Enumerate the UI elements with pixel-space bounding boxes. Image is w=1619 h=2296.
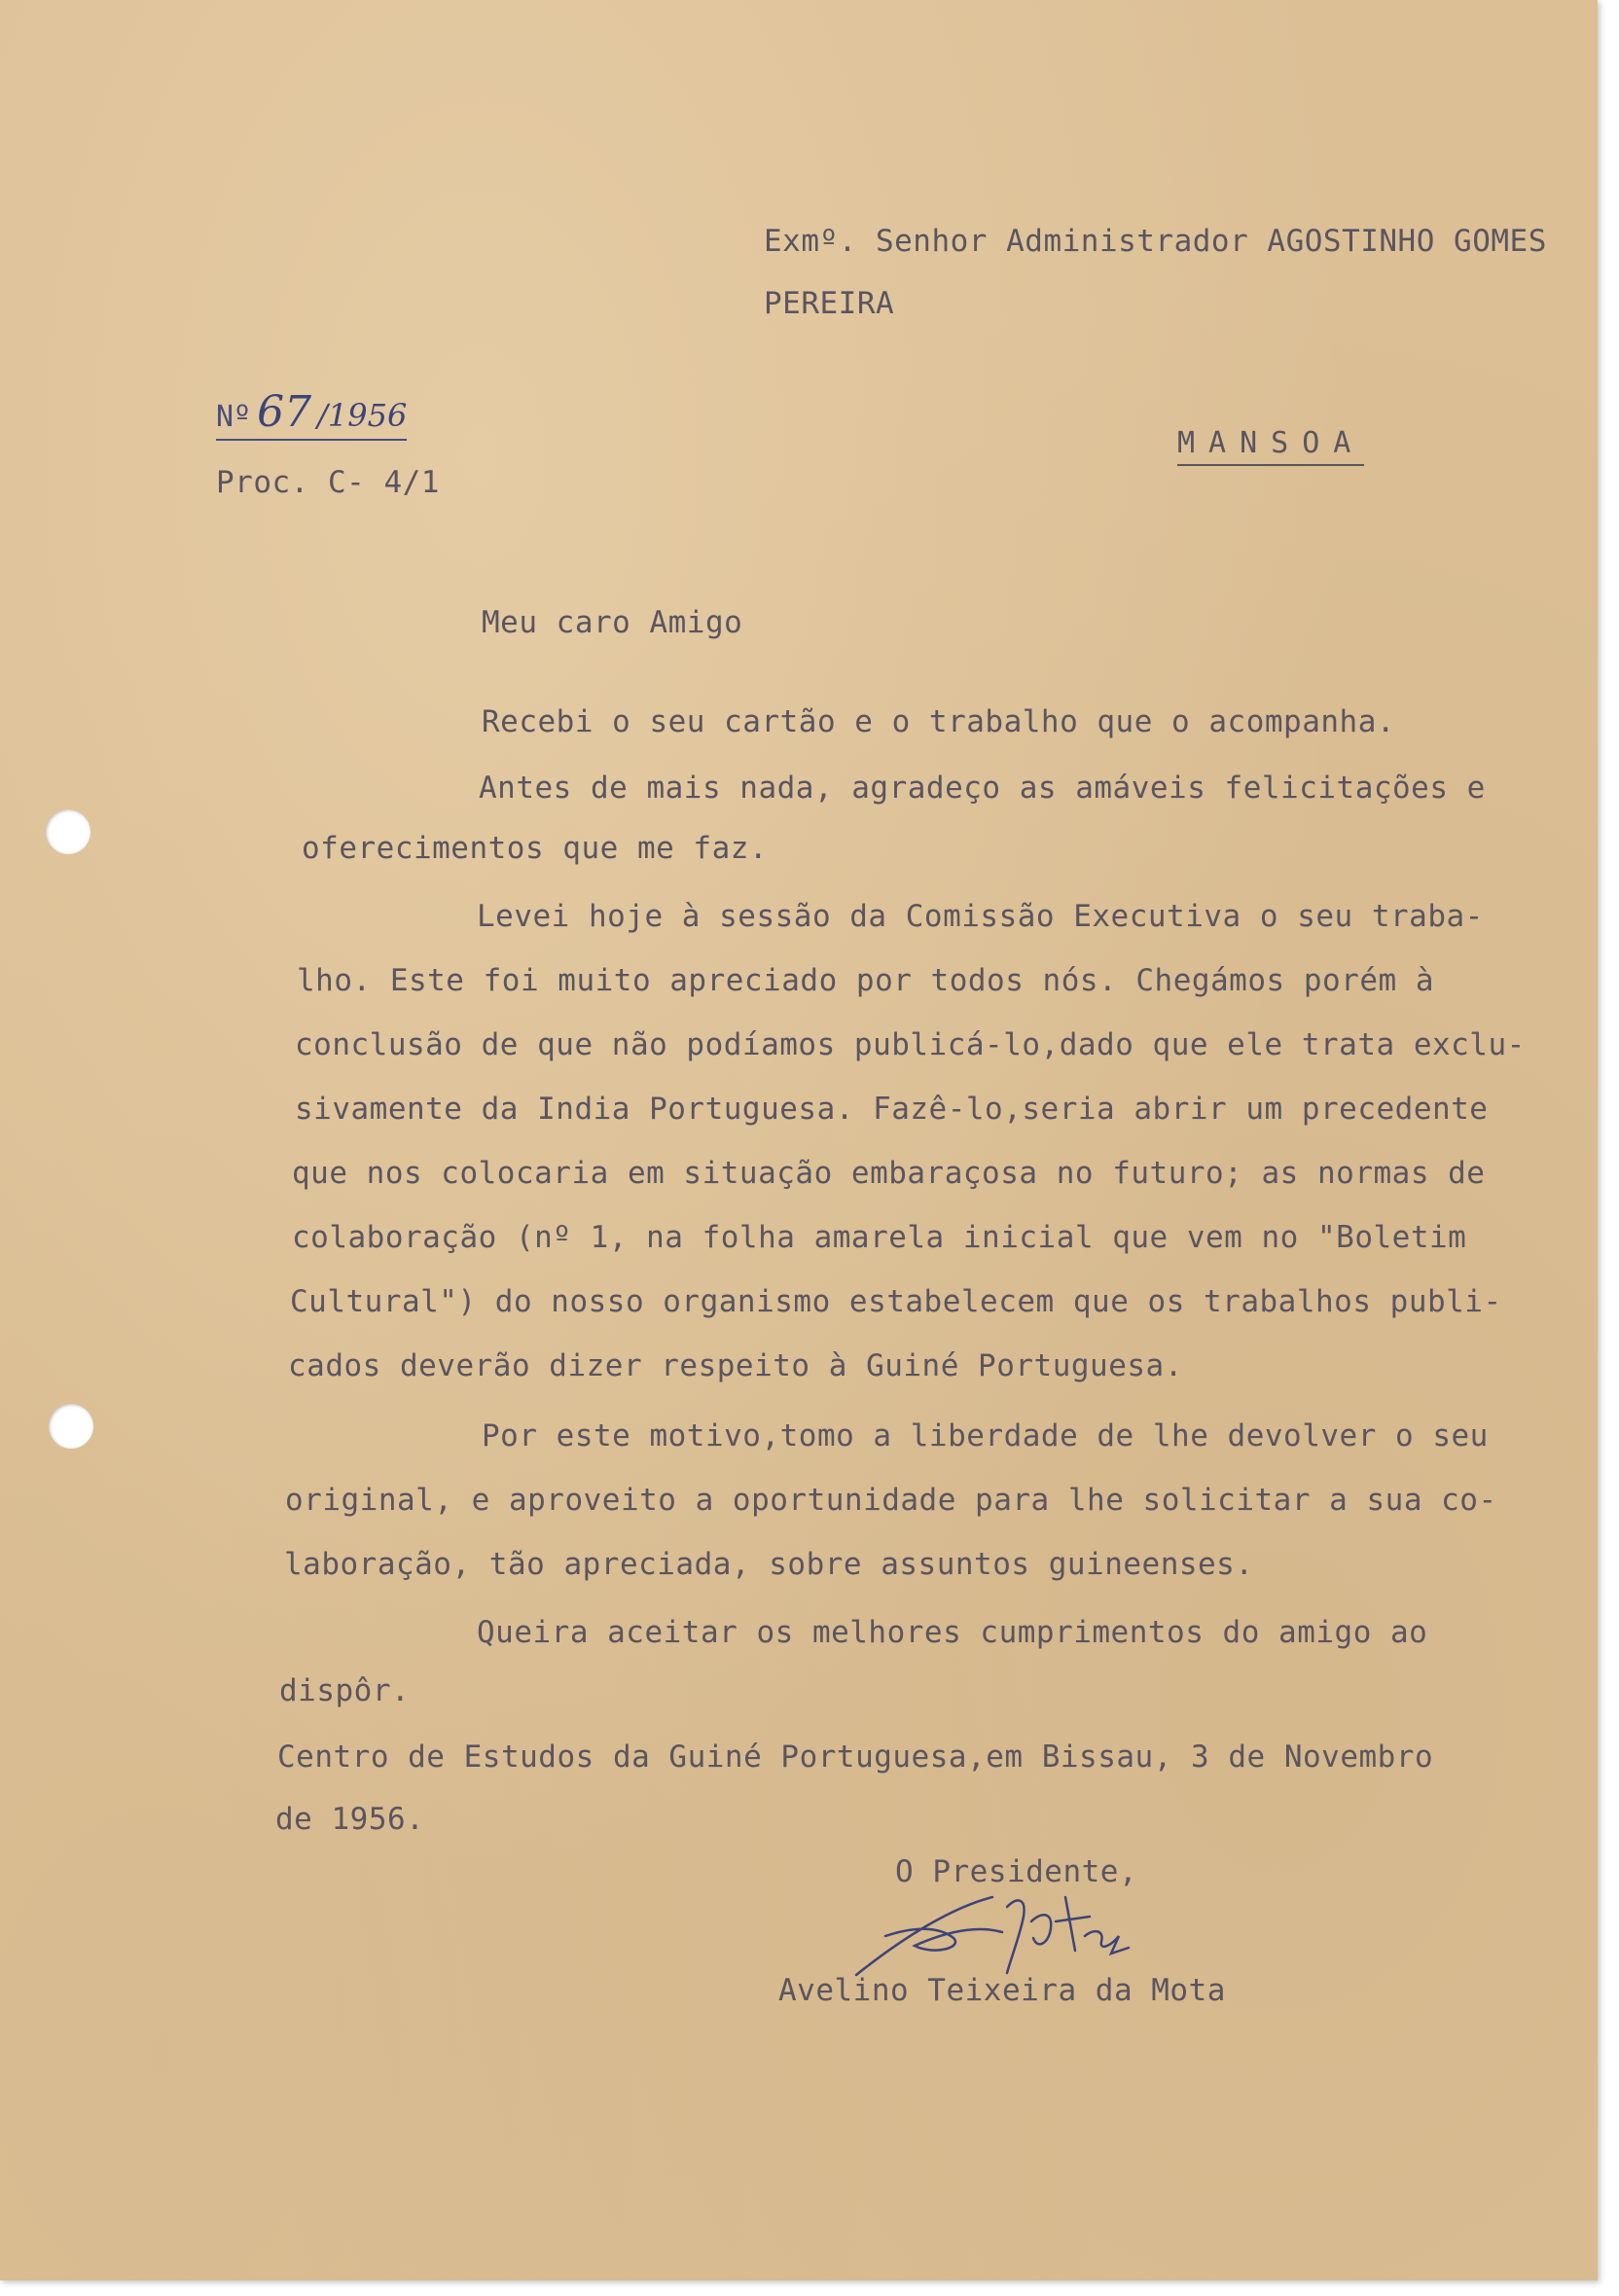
place-date-line-2: de 1956. bbox=[275, 1802, 425, 1837]
ref-year: /1956 bbox=[317, 397, 408, 434]
body-line: Levei hoje à sessão da Comissão Executiva o seu traba- bbox=[477, 899, 1484, 934]
process-reference: Proc. C- 4/1 bbox=[216, 465, 440, 500]
punch-hole-top bbox=[46, 809, 90, 854]
body-line: lho. Este foi muito apreciado por todos nós. Chegámos porém à bbox=[297, 963, 1434, 998]
signatory-name: Avelino Teixeira da Mota bbox=[778, 1973, 1226, 2008]
closing: O Presidente, bbox=[895, 1854, 1138, 1889]
body-line: Cultural") do nosso organismo estabelecem que os trabalhos publi- bbox=[290, 1284, 1502, 1319]
addressee-line-2: PEREIRA bbox=[764, 286, 895, 321]
body-line: dispôr. bbox=[279, 1673, 411, 1708]
destination-place: MANSOA bbox=[1177, 426, 1364, 466]
ref-prefix: Nº bbox=[216, 400, 252, 434]
ref-number-handwritten: 67 bbox=[257, 387, 312, 437]
reference-number bbox=[216, 387, 407, 441]
body-line: laboração, tão apreciada, sobre assuntos guineenses. bbox=[284, 1547, 1254, 1582]
body-line: que nos colocaria em situação embaraçosa no futuro; as normas de bbox=[292, 1156, 1486, 1191]
body-line: cados deverão dizer respeito à Guiné Portuguesa. bbox=[288, 1348, 1183, 1383]
body-line: sivamente da India Portuguesa. Fazê-lo,seria abrir um precedente bbox=[295, 1092, 1489, 1127]
punch-hole-bottom bbox=[49, 1404, 93, 1449]
body-line: Queira aceitar os melhores cumprimentos do amigo ao bbox=[477, 1615, 1428, 1650]
body-line: Recebi o seu cartão e o trabalho que o acompanha. bbox=[482, 704, 1396, 739]
place-date-line-1: Centro de Estudos da Guiné Portuguesa,em Bissau, 3 de Novembro bbox=[277, 1740, 1434, 1775]
salutation: Meu caro Amigo bbox=[482, 605, 743, 640]
body-line: conclusão de que não podíamos publicá-lo,dado que ele trata exclu- bbox=[295, 1027, 1526, 1062]
addressee-line-1: Exmº. Senhor Administrador AGOSTINHO GOMES bbox=[764, 224, 1547, 259]
body-line: Por este motivo,tomo a liberdade de lhe devolver o seu bbox=[482, 1418, 1489, 1453]
body-line: original, e aproveito a oportunidade para lhe solicitar a sua co- bbox=[285, 1483, 1497, 1518]
body-line: Antes de mais nada, agradeço as amáveis felicitações e bbox=[479, 771, 1486, 806]
body-line: colaboração (nº 1, na folha amarela inicial que vem no "Boletim bbox=[292, 1220, 1467, 1255]
body-line: oferecimentos que me faz. bbox=[302, 831, 769, 866]
